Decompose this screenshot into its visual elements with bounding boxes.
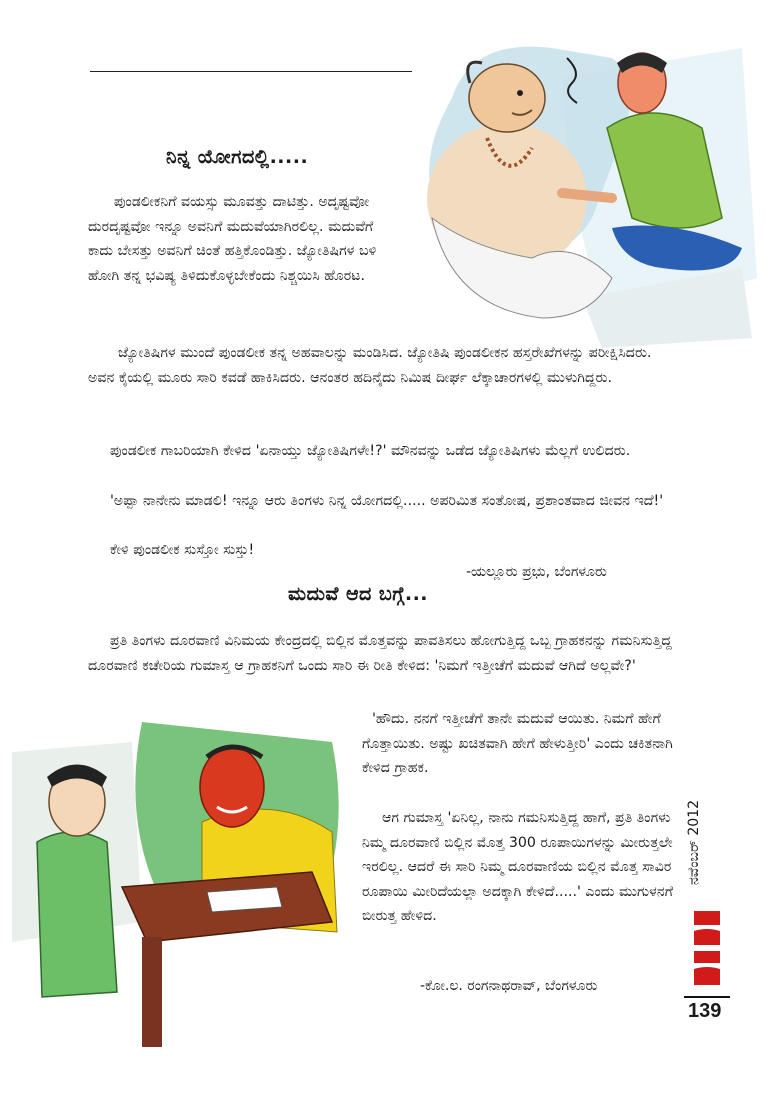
story1-paragraph-1: ಪುಂಡಲೀಕನಿಗೆ ವಯಸ್ಸು ಮೂವತ್ತು ದಾಟಿತ್ತು. ಅದೃಷ್ಟವೋ ದುರದೃಷ್ಟವೋ ಇನ್ನೂ ಅವನಿಗೆ ಮದುವೆಯಾಗಿರಲಿಲ್ಲ. ಮದುವೆಗೆ ಕಾದು ಬೇಸತ್ತು ಅವನಿಗೆ ಚಿಂತೆ ಹತ್ತಿಕೊಂಡಿತ್ತು. ಜ್ಯೋತಿಷಿಗಳ ಬಳಿ ಹೋಗಿ ತನ್ನ ಭವಿಷ್ಯ ತಿಳಿದುಕೊಳ್ಳಬೇಕೆಂದು ನಿಶ್ಚಯಿಸಿ ಹೊರಟ. [88, 194, 377, 284]
story1-title: ನಿನ್ನ ಯೋಗದಲ್ಲಿ..... [166, 146, 309, 168]
story1-paragraph-5: ಕೇಳಿ ಪುಂಡಲೀಕ ಸುಸ್ತೋ ಸುಸ್ತು! [110, 542, 255, 558]
story2-title: ಮದುವೆ ಆದ ಬಗ್ಗೆ... [288, 583, 429, 605]
page-number-rule [684, 996, 730, 998]
page-number: 139 [688, 1000, 722, 1022]
telephone-office-illustration [12, 722, 357, 1057]
story1-byline: -ಯಲ್ಲೂರು ಪ್ರಭು, ಬೆಂಗಳೂರು [466, 564, 607, 580]
story1-paragraph-2: ಜ್ಯೋತಿಷಿಗಳ ಮುಂದೆ ಪುಂಡಲೀಕ ತನ್ನ ಅಹವಾಲನ್ನು ಮಂಡಿಸಿದ. ಜ್ಯೋತಿಷಿ ಪುಂಡಲೀಕನ ಹಸ್ತರೇಖೆಗಳನ್ನು ಪರೀಕ್ಷಿಸಿದರು. ಅವನ ಕೈಯಲ್ಲಿ ಮೂರು ಸಾರಿ ಕವಡೆ ಹಾಕಿಸಿದರು. ಆನಂತರ ಹದಿನೈದು ನಿಮಿಷ ದೀರ್ಘ ಲೆಕ್ಕಾಚಾರಗಳಲ್ಲಿ ಮುಳುಗಿದ್ದರು. [88, 345, 652, 386]
astrologer-illustration [412, 18, 762, 353]
story2-byline: -ಕೋ.ಲ. ರಂಗನಾಥರಾವ್, ಬೆಂಗಳೂರು [420, 978, 598, 994]
story2-paragraph-1: 'ಹೌದು. ನನಗೆ ಇತ್ತೀಚೆಗೆ ತಾನೇ ಮದುವೆ ಆಯಿತು. ನಿಮಗೆ ಹೇಗೆ ಗೊತ್ತಾಯಿತು. ಅಷ್ಟು ಖಚಿತವಾಗಿ ಹೇಗೆ ಹೇಳುತ್ತೀರಿ' ಎಂದು ಚಕಿತನಾಗಿ ಕೇಳಿದ ಗ್ರಾಹಕ. [362, 711, 673, 777]
issue-date: ನವೆಂಬರ್ 2012 [686, 799, 702, 885]
story1-paragraph-4: 'ಅಪ್ಪಾ ನಾನೇನು ಮಾಡಲಿ! ಇನ್ನೂ ಆರು ತಿಂಗಳು ನಿನ್ನ ಯೋಗದಲ್ಲಿ..... ಅಪರಿಮಿತ ಸಂತೋಷ, ಪ್ರಶಾಂತವಾದ ಜೀವನ ಇದೆ!' [110, 493, 664, 509]
story1-paragraph-3: ಪುಂಡಲೀಕ ಗಾಬರಿಯಾಗಿ ಕೇಳಿದ 'ಏನಾಯ್ತು ಜ್ಯೋತಿಷಿಗಳೇ!?' ಮೌನವನ್ನು ಒಡೆದ ಜ್ಯೋತಿಷಿಗಳು ಮೆಲ್ಲಗೆ ಉಲಿದರು. [110, 443, 631, 459]
story2-paragraph-2: ಆಗ ಗುಮಾಸ್ತ 'ಏನಿಲ್ಲ, ನಾನು ಗಮನಿಸುತ್ತಿದ್ದ ಹಾಗೆ, ಪ್ರತಿ ತಿಂಗಳು ನಿಮ್ಮ ದೂರವಾಣಿ ಬಿಲ್ಲಿನ ಮೊತ್ತ 300 ರೂಪಾಯಿಗಳನ್ನು ಮೀರುತ್ತಲೇ ಇರಲಿಲ್ಲ. ಆದರೆ ಈ ಸಾರಿ ನಿಮ್ಮ ದೂರವಾಣಿಯ ಬಿಲ್ಲಿನ ಮೊತ್ತ ಸಾವಿರ ರೂಪಾಯಿ ಮೀರಿದೆಯಲ್ಲಾ ಅದಕ್ಕಾಗಿ ಕೇಳಿದೆ.....' ಎಂದು ಮುಗುಳನಗೆ ಬೀರುತ್ತ ಹೇಳಿದ. [362, 810, 674, 925]
story2-intro: ಪ್ರತಿ ತಿಂಗಳು ದೂರವಾಣಿ ವಿನಿಮಯ ಕೇಂದ್ರದಲ್ಲಿ ಬಿಲ್ಲಿನ ಮೊತ್ತವನ್ನು ಪಾವತಿಸಲು ಹೋಗುತ್ತಿದ್ದ ಒಬ್ಬ ಗ್ರಾಹಕನನ್ನು ಗಮನಿಸುತ್ತಿದ್ದ ದೂರವಾಣಿ ಕಚೇರಿಯ ಗುಮಾಸ್ತ ಆ ಗ್ರಾಹಕನಿಗೆ ಒಂದು ಸಾರಿ ಈ ರೀತಿ ಕೇಳಿದ: 'ನಿಮಗೆ ಇತ್ತೀಚೆಗೆ ಮದುವೆ ಆಗಿದೆ ಅಲ್ಲವೇ?' [88, 633, 672, 674]
magazine-logo [690, 905, 724, 990]
top-rule [90, 71, 412, 72]
